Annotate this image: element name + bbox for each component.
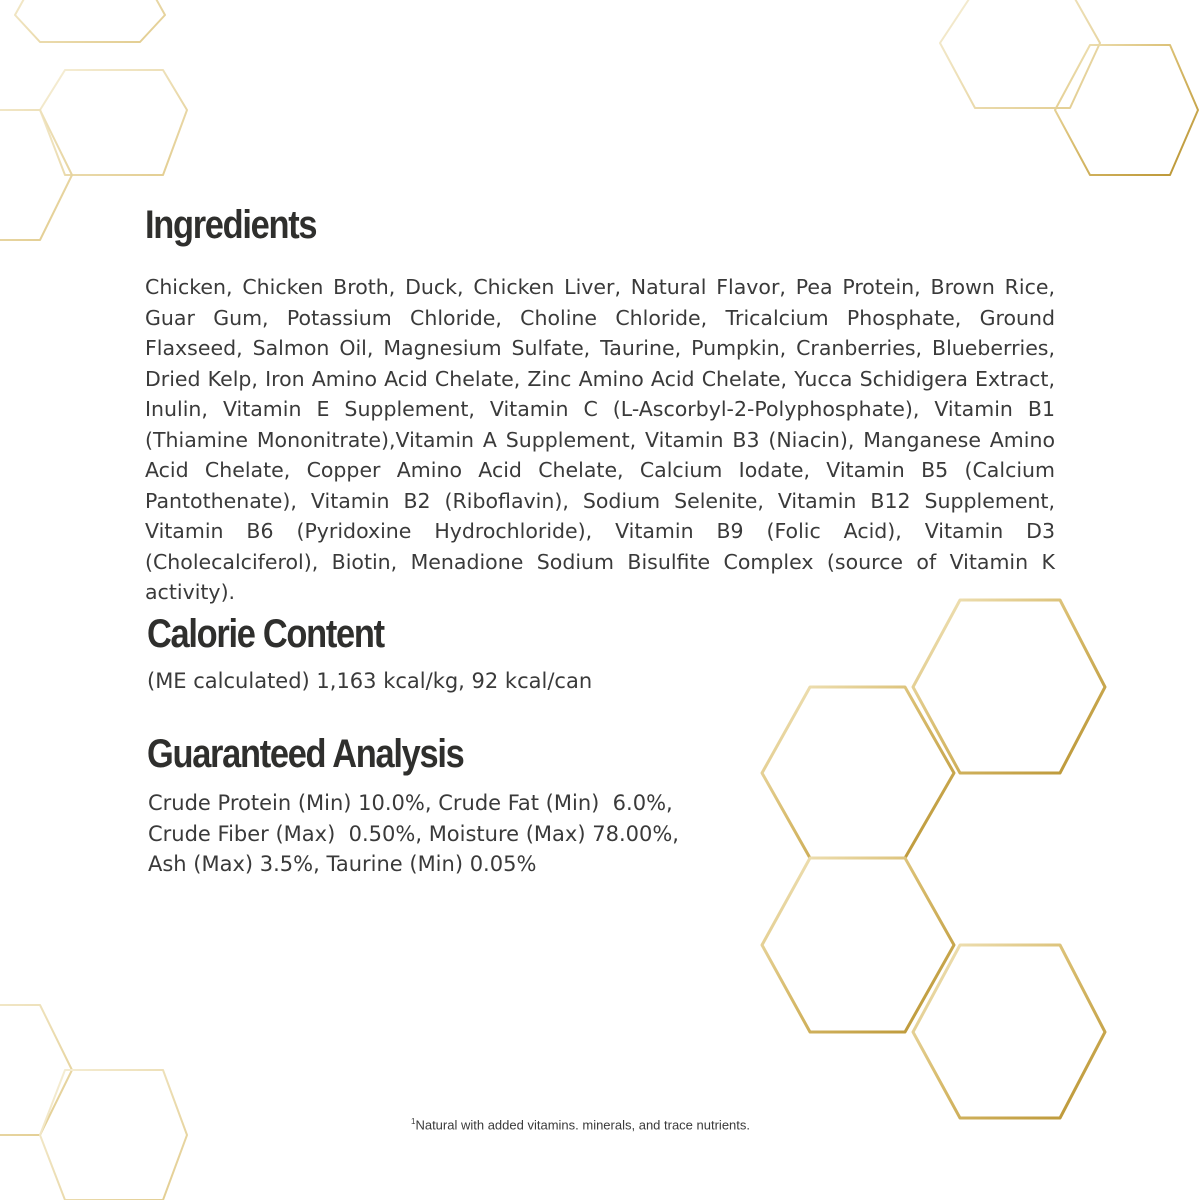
hexagon-outline-icon xyxy=(762,687,954,858)
calorie-content-heading: Calorie Content xyxy=(147,612,384,656)
hexagon-outline-icon xyxy=(913,945,1105,1118)
guaranteed-analysis-line: Crude Protein (Min) 10.0%, Crude Fat (Min) 6.0%, xyxy=(148,791,673,815)
hexagon-outline-icon xyxy=(40,70,187,175)
hexagon-outline-icon xyxy=(940,0,1100,108)
hexagon-outline-icon xyxy=(1055,45,1198,175)
guaranteed-analysis-line: Ash (Max) 3.5%, Taurine (Min) 0.05% xyxy=(148,852,537,876)
guaranteed-analysis-line: Crude Fiber (Max) 0.50%, Moisture (Max) 78.00%, xyxy=(148,821,679,846)
footnote-text: Natural with added vitamins. minerals, and trace nutrients. xyxy=(415,1117,750,1133)
ingredients-list: Chicken, Chicken Broth, Duck, Chicken Liver, Natural Flavor, Pea Protein, Brown Rice, Guar Gum, Potassium Chloride, Choline Chloride, Tricalcium Phosphate, Ground Flaxseed, Salmon Oil, Magnesium Sulfate, Taurine, Pumpkin, Cranberries, Blueberries, Dried Kelp, Iron Amino Acid Chelate, Zinc Amino Acid Chelate, Yucca Schidigera Extract, Inulin, Vitamin E Supplement, Vitamin C (L-Ascorbyl-2-Polyphosphate), Vitamin B1 (Thiamine Mononitrate),Vitamin A Supplement, Vitamin B3 (Niacin), Manganese Amino Acid Chelate, Copper Amino Acid Chelate, Calcium Iodate, Vitamin B5 (Calcium Pantothenate), Vitamin B2 (Riboflavin), Sodium Selenite, Vitamin B12 Supplement, Vitamin B6 (Pyridoxine Hydrochloride), Vitamin B9 (Folic Acid), Vitamin D3 (Cholecalciferol), Biotin, Menadione Sodium Bisulfite Complex (source of Vitamin K activity). xyxy=(145,275,1055,604)
guaranteed-analysis-text xyxy=(148,788,708,880)
hexagon-outline-icon xyxy=(762,858,954,1032)
hexagon-outline-icon xyxy=(913,600,1105,773)
ingredients-heading: Ingredients xyxy=(145,203,317,247)
hexagon-outline-icon xyxy=(0,110,72,240)
footnote xyxy=(411,1117,750,1132)
calorie-content-text: (ME calculated) 1,163 kcal/kg, 92 kcal/can xyxy=(147,669,593,693)
hexagon-outline-icon xyxy=(15,0,165,42)
guaranteed-analysis-heading: Guaranteed Analysis xyxy=(147,732,464,776)
hexagon-outline-icon xyxy=(0,1005,72,1135)
footnote-marker: 1 xyxy=(411,1117,416,1126)
